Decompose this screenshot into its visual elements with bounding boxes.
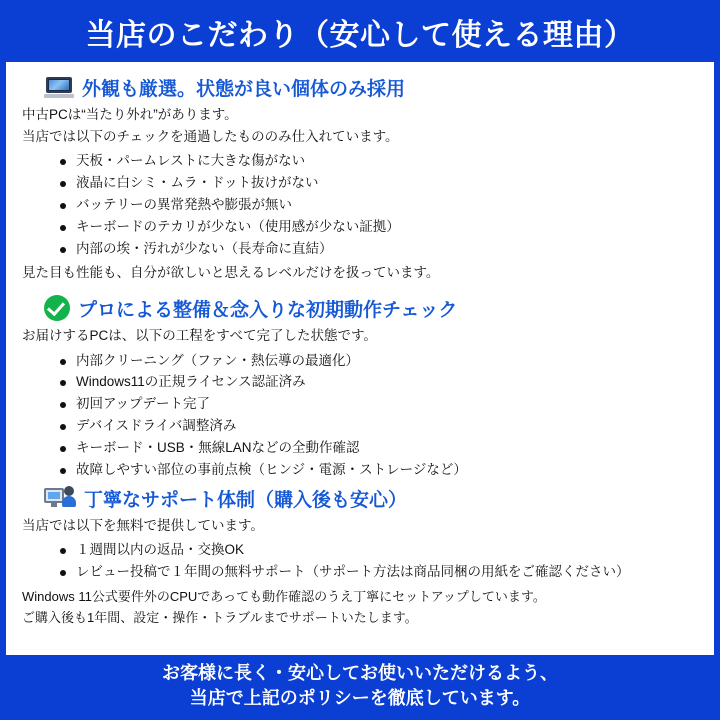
list-item: 故障しやすい部位の事前点検（ヒンジ・電源・ストレージなど） — [60, 459, 700, 481]
section-title: 外観も厳選。状態が良い個体のみ採用 — [82, 79, 406, 100]
support-icon — [44, 485, 76, 511]
section-header — [44, 485, 700, 512]
checklist — [20, 350, 700, 481]
list-item: １週間以内の返品・交換OK — [60, 539, 700, 561]
section-maintenance — [20, 295, 700, 481]
list-item: 初回アップデート完了 — [60, 393, 700, 415]
laptop-icon — [44, 76, 74, 100]
list-item: 液晶に白シミ・ムラ・ドット抜けがない — [60, 172, 700, 194]
section-lead-2: 当店では以下のチェックを通過したもののみ仕入れています。 — [22, 128, 399, 144]
checklist — [20, 539, 700, 583]
content-sheet — [6, 62, 714, 655]
page-title: 当店のこだわり（安心して使える理由） — [85, 19, 635, 52]
section-title: 丁寧なサポート体制（購入後も安心） — [84, 489, 408, 511]
section-lead-1: 中古PCは“当たり外れ”があります。 — [22, 107, 238, 122]
list-item: 内部の埃・汚れが少ない（長寿命に直結） — [60, 238, 700, 260]
support-note-2: ご購入後も1年間、設定・操作・トラブルまでサポートいたします。 — [22, 610, 418, 626]
footer-line-2: 当店で上記のポリシーを徹底しています。 — [189, 688, 531, 709]
list-item: 内部クリーニング（ファン・熱伝導の最適化） — [60, 350, 700, 372]
section-header — [44, 74, 700, 101]
section-header — [44, 295, 700, 322]
section-tail: 見た目も性能も、自分が欲しいと思えるレベルだけを扱っています。 — [22, 265, 440, 281]
section-lead-1: 当店では以下を無料で提供しています。 — [22, 517, 264, 533]
list-item: レビュー投稿で１年間の無料サポート（サポート方法は商品同梱の用紙をご確認ください） — [60, 561, 700, 583]
section-lead-1: お届けするPCは、以下の工程をすべて完了した状態です。 — [22, 327, 377, 343]
list-item: バッテリーの異常発熱や膨張が無い — [60, 194, 700, 216]
list-item: デバイスドライバ調整済み — [60, 415, 700, 437]
list-item: 天板・パームレストに大きな傷がない — [60, 150, 700, 172]
footer-line-1: お客様に長く・安心してお使いいただけるよう、 — [162, 662, 558, 683]
section-title: プロによる整備＆念入りな初期動作チェック — [78, 299, 458, 321]
list-item: Windows11の正規ライセンス認証済み — [60, 371, 700, 393]
section-appearance — [20, 74, 700, 283]
checklist — [20, 150, 700, 259]
footer — [0, 655, 720, 720]
support-note-1: Windows 11公式要件外のCPUであっても動作確認のうえ丁寧にセットアップしています。 — [22, 588, 546, 604]
green-check-icon — [44, 295, 70, 321]
section-support — [20, 485, 700, 628]
list-item: キーボードのテカリが少ない（使用感が少ない証拠） — [60, 216, 700, 238]
list-item: キーボード・USB・無線LANなどの全動作確認 — [60, 437, 700, 459]
